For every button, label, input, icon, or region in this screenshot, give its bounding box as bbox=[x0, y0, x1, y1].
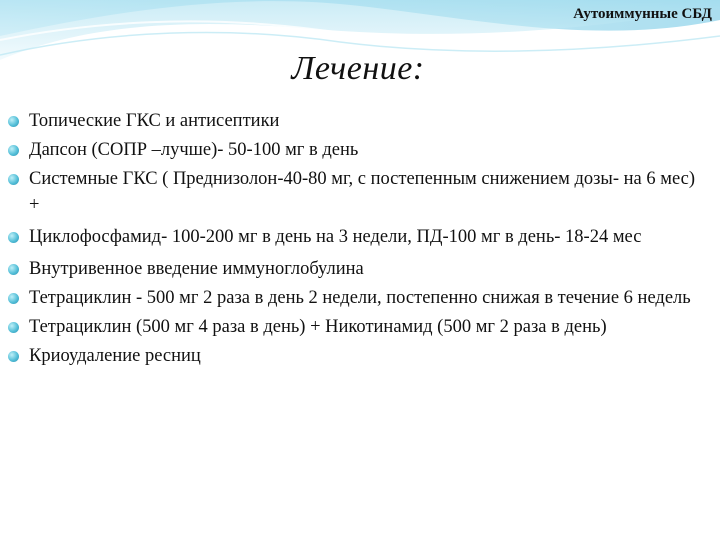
list-item bbox=[8, 108, 698, 134]
list-item-text: Циклофосфамид- 100-200 мг в день на 3 недели, ПД-100 мг в день- 18-24 мес bbox=[29, 227, 642, 247]
bullet-icon bbox=[8, 322, 19, 333]
section-header: Аутоиммунные СБД bbox=[573, 6, 712, 22]
list-item-text: Тетрациклин - 500 мг 2 раза в день 2 недели, постепенно снижая в течение 6 недель bbox=[29, 288, 691, 308]
list-item-text: Топические ГКС и антисептики bbox=[29, 111, 280, 131]
bullet-icon bbox=[8, 293, 19, 304]
list-item bbox=[8, 285, 698, 311]
treatment-list bbox=[8, 108, 698, 372]
list-item bbox=[8, 343, 698, 369]
list-item-text: Внутривенное введение иммуноглобулина bbox=[29, 259, 364, 279]
list-item bbox=[8, 166, 698, 218]
list-item bbox=[8, 314, 698, 340]
list-item-text: Тетрациклин (500 мг 4 раза в день) + Никотинамид (500 мг 2 раза в день) bbox=[29, 317, 607, 337]
page-title: Лечение: bbox=[291, 50, 425, 87]
bullet-icon bbox=[8, 351, 19, 362]
bullet-icon bbox=[8, 232, 19, 243]
list-item bbox=[8, 221, 698, 253]
bullet-icon bbox=[8, 174, 19, 185]
list-item bbox=[8, 256, 698, 282]
bullet-icon bbox=[8, 145, 19, 156]
list-item-text: Системные ГКС ( Преднизолон-40-80 мг, с постепенным снижением дозы- на 6 мес) + bbox=[29, 169, 696, 215]
list-item-text: Криоудаление ресниц bbox=[29, 346, 201, 366]
list-item bbox=[8, 137, 698, 163]
list-item-text: Дапсон (СОПР –лучше)- 50-100 мг в день bbox=[29, 140, 359, 160]
bullet-icon bbox=[8, 264, 19, 275]
bullet-icon bbox=[8, 116, 19, 127]
